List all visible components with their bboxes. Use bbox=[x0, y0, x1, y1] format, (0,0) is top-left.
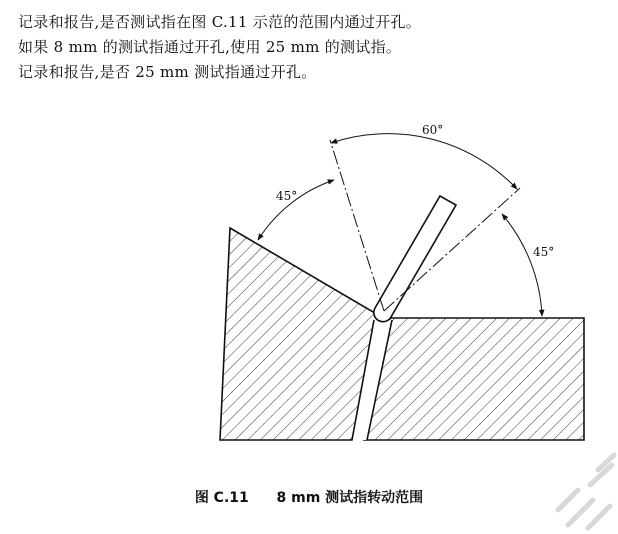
left-hatched-wall bbox=[220, 228, 380, 440]
figure-caption bbox=[0, 487, 618, 507]
watermark-stamp bbox=[548, 430, 618, 534]
test-finger bbox=[374, 196, 456, 322]
paragraph-3: 记录和报告,是否 25 mm 测试指通过开孔。 bbox=[18, 63, 317, 81]
angle-label-45-right: 45° bbox=[533, 245, 555, 259]
angle-arc-45-right bbox=[502, 214, 542, 316]
angle-label-60: 60° bbox=[422, 123, 444, 137]
figure-number: 图 C.11 bbox=[194, 490, 249, 506]
figure-title: 8 mm 测试指转动范围 bbox=[276, 490, 424, 506]
paragraph-2: 如果 8 mm 的测试指通过开孔,使用 25 mm 的测试指。 bbox=[18, 38, 402, 56]
angle-arc-60 bbox=[331, 134, 517, 189]
right-hatched-wall bbox=[364, 318, 584, 440]
angle-label-45-left: 45° bbox=[276, 189, 298, 203]
paragraph-1: 记录和报告,是否测试指在图 C.11 示范的范围内通过开孔。 bbox=[18, 13, 422, 31]
reference-line-vertical bbox=[330, 140, 384, 311]
